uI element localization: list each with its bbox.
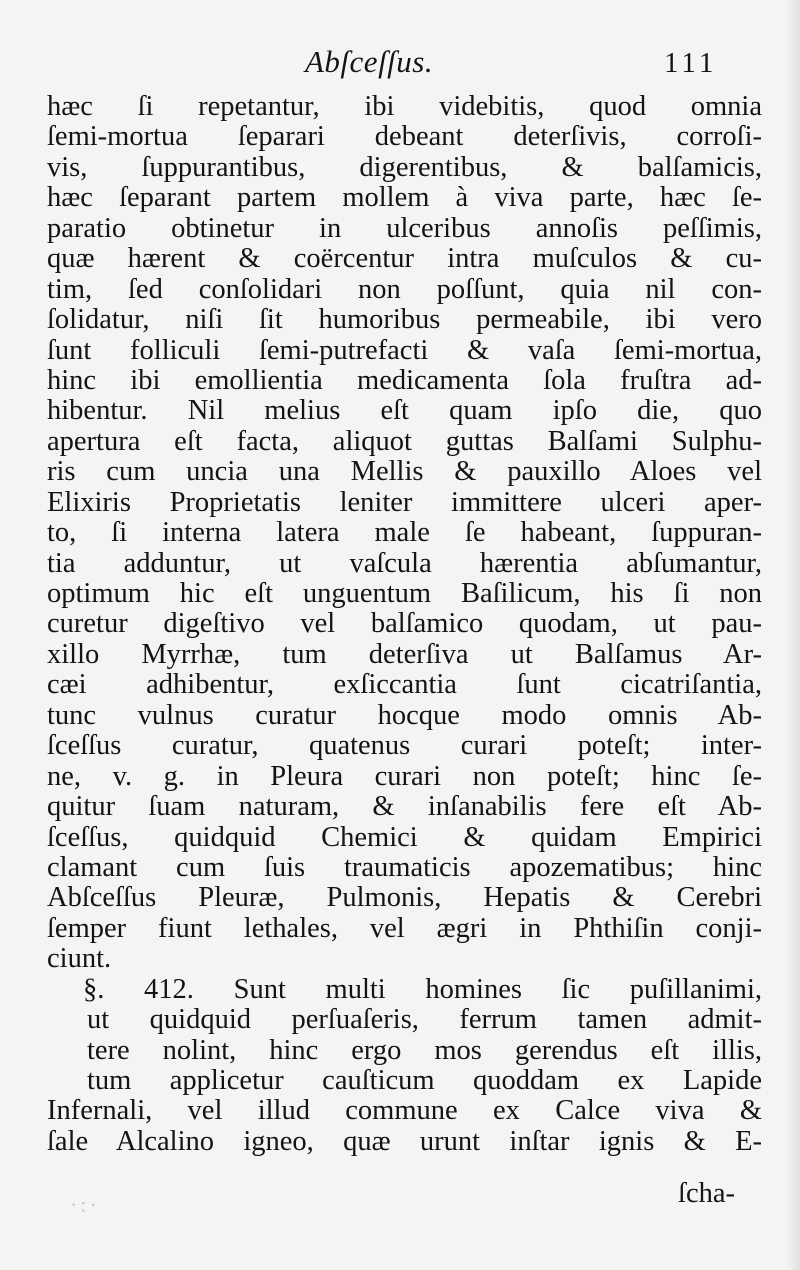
text-line: ſceſſus, quidquid Chemici & quidam Empirici [47, 822, 762, 853]
body-text [47, 92, 762, 1157]
text-line: cæi adhibentur, exſiccantia ſunt cicatriſantia, [47, 670, 762, 701]
text-line: ut quidquid perſuaſeris, ferrum tamen admit- [87, 1005, 762, 1036]
text-line: to, ſi interna latera male ſe habeant, ſuppuran- [47, 518, 762, 549]
section-start-line: §. 412. Sunt multi homines ſic puſillanimi, [83, 974, 762, 1005]
text-line: ſemi-mortua ſeparari debeant deterſivis, corroſi- [47, 122, 762, 153]
text-line: tim, ſed conſolidari non poſſunt, quia nil con- [47, 274, 762, 305]
text-line: ſolidatur, niſi ſit humoribus permeabile, ibi vero [47, 305, 762, 336]
text-line: tum applicetur cauſticum quoddam ex Lapide [87, 1066, 762, 1096]
page-edge-shadow [786, 0, 800, 1270]
text-line: optimum hic eſt unguentum Baſilicum, his ſi non [47, 579, 762, 609]
text-line: quitur ſuam naturam, & inſanabilis fere eſt Ab- [47, 792, 762, 823]
text-line: ris cum uncia una Mellis & pauxillo Aloes vel [47, 457, 762, 488]
bleed-through-mark: ·:· [70, 1192, 100, 1217]
text-line: ſale Alcalino igneo, quæ urunt inſtar ignis & E- [47, 1126, 762, 1157]
text-line: xillo Myrrhæ, tum deterſiva ut Balſamus Ar- [47, 639, 762, 670]
text-line: Infernali, vel illud commune ex Calce viva & [47, 1096, 762, 1127]
text-line: ſemper fiunt lethales, vel ægri in Phthiſin conji- [47, 913, 762, 944]
text-line: ciunt. [47, 944, 112, 975]
text-line: ſceſſus curatur, quatenus curari poteſt; inter- [47, 731, 762, 762]
text-line: hæc ſeparant partem mollem à viva parte, hæc ſe- [47, 183, 762, 214]
text-line: quæ hærent & coërcentur intra muſculos & cu- [47, 244, 762, 275]
text-line: curetur digeſtivo vel balſamico quodam, ut pau- [47, 609, 762, 640]
text-line: clamant cum ſuis traumaticis apozematibus; hinc [47, 852, 762, 883]
text-line: paratio obtinetur in ulceribus annoſis peſſimis, [47, 213, 762, 244]
text-line: tere nolint, hinc ergo mos gerendus eſt illis, [87, 1035, 762, 1066]
page-number: 111 [664, 47, 718, 79]
text-line: ne, v. g. in Pleura curari non poteſt; hinc ſe- [47, 761, 762, 792]
text-line: hinc ibi emollientia medicamenta ſola fruſtra ad- [47, 365, 762, 396]
catchword-row [0, 1178, 735, 1210]
text-line: Abſceſſus Pleuræ, Pulmonis, Hepatis & Cerebri [47, 883, 762, 914]
running-head: Abſceſſus. [305, 44, 434, 79]
text-line: tunc vulnus curatur hocque modo omnis Ab- [47, 700, 762, 731]
text-line: Elixiris Proprietatis leniter immittere ulceri aper- [47, 487, 762, 518]
catchword: ſcha- [678, 1178, 735, 1209]
text-line: tia adduntur, ut vaſcula hærentia abſumantur, [47, 548, 762, 579]
text-line: apertura eſt facta, aliquot guttas Balſami Sulphu- [47, 426, 762, 457]
text-line: ſunt folliculi ſemi-putrefacti & vaſa ſemi-mortua, [47, 335, 762, 366]
text-line: hibentur. Nil melius eſt quam ipſo die, quo [47, 396, 762, 427]
page-header [0, 44, 800, 84]
text-line: vis, ſuppurantibus, digerentibus, & balſamicis, [47, 152, 762, 183]
text-line: hæc ſi repetantur, ibi videbitis, quod omnia [47, 92, 762, 122]
